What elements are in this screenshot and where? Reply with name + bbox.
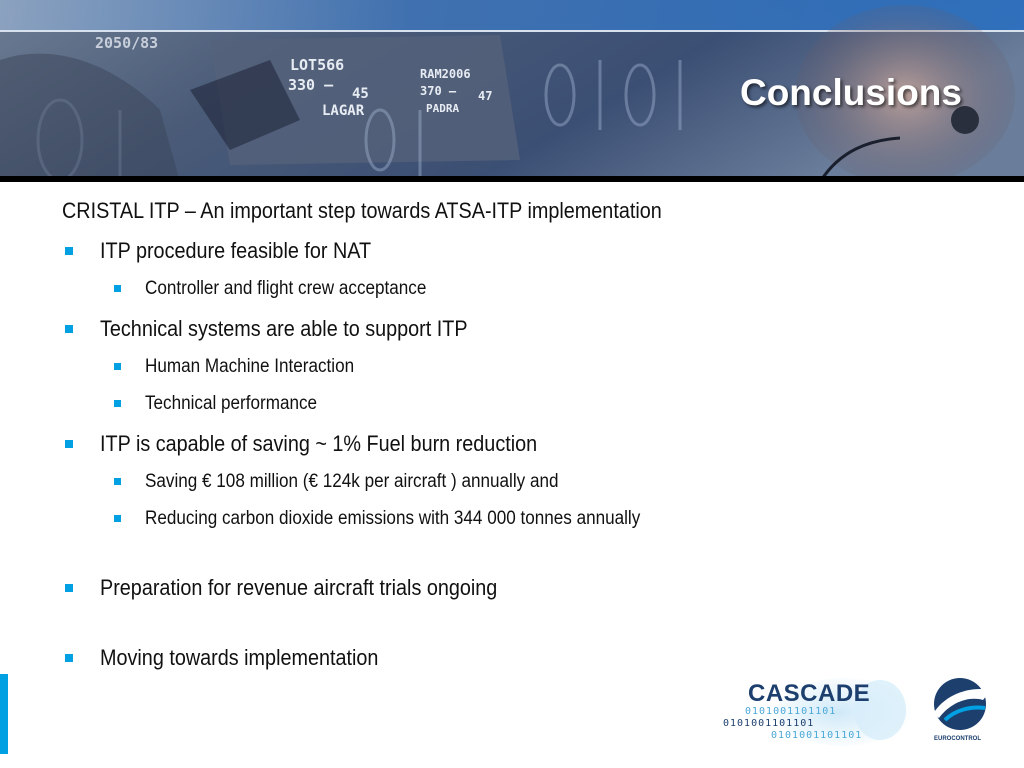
logo-area [715,672,1015,762]
radar-text: 45 [352,86,369,102]
binary-text: 0101001101101 [723,718,815,729]
radar-text: RAM2006 [420,67,471,81]
radar-text: 330 – [288,76,334,94]
eurocontrol-label: EUROCONTROL [934,736,981,742]
radar-text: 2050/83 [95,34,159,52]
square-bullet-icon [65,325,73,333]
header-banner [0,0,1024,182]
bullet-text: Controller and flight crew acceptance [145,278,427,299]
bullet-item [62,429,962,459]
bullet-text: Moving towards implementation [100,645,379,670]
sub-bullet-item [62,391,962,417]
sub-bullet-item [62,276,962,302]
radar-text: 370 – [420,84,457,98]
square-bullet-icon [65,440,73,448]
bullet-text: Reducing carbon dioxide emissions with 344 000 tonnes annually [145,508,641,529]
sub-bullet-item [62,506,962,532]
square-bullet-icon [65,584,73,592]
binary-text: 0101001101101 [745,706,837,717]
bullet-item [62,314,962,344]
lead-text: CRISTAL ITP – An important step towards ATSA-ITP implementation [62,198,662,223]
bullet-item [62,236,962,266]
bullet-text: ITP is capable of saving ~ 1% Fuel burn reduction [100,431,538,456]
square-bullet-icon [114,400,121,407]
square-bullet-icon [114,515,121,522]
radar-text: 47 [478,89,493,103]
bullet-text: ITP procedure feasible for NAT [100,238,372,263]
bullet-text: Preparation for revenue aircraft trials ongoing [100,575,498,600]
slide-title: Conclusions [739,72,962,113]
sub-bullet-item [62,469,962,495]
bullet-item [62,643,962,673]
square-bullet-icon [114,363,121,370]
bullet-text: Human Machine Interaction [145,356,355,377]
eurocontrol-logo-icon [925,674,995,744]
sub-bullet-item [62,354,962,380]
accent-bar [0,674,8,754]
square-bullet-icon [65,247,73,255]
radar-text: LAGAR [322,103,365,119]
binary-text: 0101001101101 [771,730,863,741]
square-bullet-icon [114,478,121,485]
square-bullet-icon [65,654,73,662]
bullet-item [62,573,962,603]
bullet-text: Technical performance [145,393,318,414]
bullet-text: Technical systems are able to support ITP [100,316,468,341]
cascade-logo-text: CASCADE [748,680,871,707]
slide-content [62,196,962,673]
radar-text: PADRA [426,102,460,115]
radar-text: LOT566 [290,56,345,74]
bullet-text: Saving € 108 million (€ 124k per aircraft ) annually and [145,471,559,492]
square-bullet-icon [114,285,121,292]
